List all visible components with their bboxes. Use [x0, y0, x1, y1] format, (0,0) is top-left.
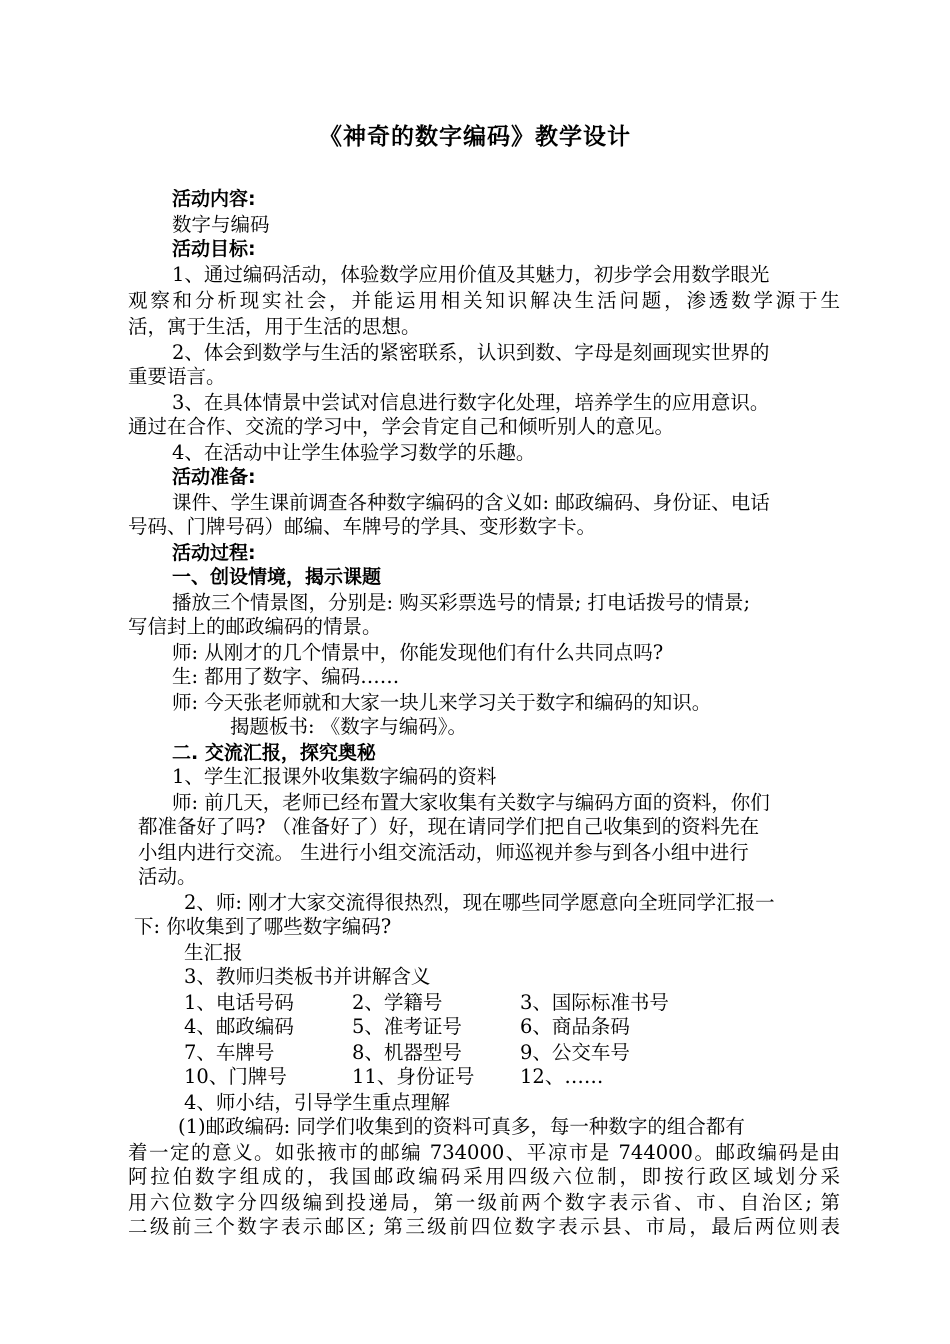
paragraph-line: 着一定的意义。如张掖市的邮编 734000、平凉市是 744000。邮政编码是由 — [128, 1141, 840, 1164]
code-item: 11、身份证号 — [352, 1065, 475, 1088]
paragraph-line: (1)邮政编码: 同学们收集到的资料可真多，每一种数字的组合都有 — [178, 1115, 745, 1138]
paragraph-line: 用六位数字分四级编到投递局，第一级前两个数字表示省、市、自治区; 第 — [128, 1191, 840, 1214]
code-item: 10、门牌号 — [184, 1065, 287, 1088]
dialogue-line: 师: 今天张老师就和大家一块儿来学习关于数字和编码的知识。 — [172, 691, 712, 714]
paragraph-line: 2、体会到数学与生活的紧密联系，认识到数、字母是刻画现实世界的 — [172, 341, 770, 364]
code-item: 8、机器型号 — [352, 1041, 462, 1064]
paragraph-line: 播放三个情景图，分别是: 购买彩票选号的情景; 打电话拨号的情景; — [172, 591, 751, 614]
paragraph-line: 二级前三个数字表示邮区; 第三级前四位数字表示县、市局，最后两位则表 — [128, 1215, 840, 1238]
subsection-heading-2: 二. 交流汇报，探究奥秘 — [172, 742, 376, 764]
paragraph-line: 3、教师归类板书并讲解含义 — [184, 965, 431, 988]
section-heading-process: 活动过程: — [172, 542, 256, 564]
code-item: 9、公交车号 — [520, 1041, 630, 1064]
paragraph-line: 3、在具体情景中尝试对信息进行数字化处理，培养学生的应用意识。 — [172, 391, 770, 414]
paragraph-line: 生汇报 — [184, 941, 243, 964]
code-list-row — [0, 1040, 950, 1066]
paragraph-line: 阿拉伯数字组成的，我国邮政编码采用四级六位制，即按行政区域划分采 — [128, 1165, 840, 1188]
paragraph-line: 揭题板书: 《数字与编码》。 — [230, 715, 468, 738]
dialogue-line: 生: 都用了数字、编码…… — [172, 665, 400, 688]
code-item: 4、邮政编码 — [184, 1015, 294, 1038]
document-title: 《神奇的数字编码》教学设计 — [319, 124, 631, 150]
paragraph-line: 都准备好了吗? （准备好了）好，现在请同学们把自己收集到的资料先在 — [138, 815, 760, 838]
code-item: 2、学籍号 — [352, 991, 443, 1014]
section-heading-content: 活动内容: — [172, 188, 256, 210]
code-item: 12、…… — [520, 1065, 604, 1088]
paragraph-line: 下: 你收集到了哪些数字编码? — [134, 915, 392, 938]
paragraph-line: 师: 前几天，老师已经布置大家收集有关数字与编码方面的资料，你们 — [172, 791, 770, 814]
code-item: 5、准考证号 — [352, 1015, 462, 1038]
code-item: 6、商品条码 — [520, 1015, 630, 1038]
code-list-row — [0, 1064, 950, 1090]
code-list-row — [0, 1014, 950, 1040]
paragraph-line: 课件、学生课前调查各种数字编码的含义如: 邮政编码、身份证、电话 — [172, 491, 770, 514]
paragraph-line: 通过在合作、交流的学习中，学会肯定自己和倾听别人的意见。 — [128, 415, 675, 438]
code-list-row — [0, 990, 950, 1016]
paragraph-line: 小组内进行交流。 生进行小组交流活动，师巡视并参与到各小组中进行 — [138, 841, 749, 864]
paragraph-line: 1、通过编码活动，体验数学应用价值及其魅力，初步学会用数学眼光 — [172, 263, 770, 286]
paragraph-line: 4、师小结，引导学生重点理解 — [184, 1091, 450, 1114]
code-item: 7、车牌号 — [184, 1041, 275, 1064]
paragraph-line: 写信封上的邮政编码的情景。 — [128, 615, 382, 638]
paragraph-line: 4、在活动中让学生体验学习数学的乐趣。 — [172, 441, 536, 464]
code-item: 3、国际标准书号 — [520, 991, 669, 1014]
paragraph-line: 2、师: 刚才大家交流得很热烈，现在哪些同学愿意向全班同学汇报一 — [184, 891, 775, 914]
paragraph-line: 活，寓于生活，用于生活的思想。 — [128, 315, 421, 338]
section-heading-preparation: 活动准备: — [172, 466, 256, 488]
paragraph-line: 1、学生汇报课外收集数字编码的资料 — [172, 765, 497, 788]
paragraph-line: 数字与编码 — [172, 213, 270, 236]
paragraph-line: 号码、门牌号码）邮编、车牌号的学具、变形数字卡。 — [128, 515, 597, 538]
dialogue-line: 师: 从刚才的几个情景中，你能发现他们有什么共同点吗? — [172, 641, 664, 664]
code-item: 1、电话号码 — [184, 991, 294, 1014]
subsection-heading-1: 一、创设情境，揭示课题 — [172, 566, 382, 588]
paragraph-line: 重要语言。 — [128, 365, 226, 388]
paragraph-line: 活动。 — [138, 865, 197, 888]
section-heading-goals: 活动目标: — [172, 238, 256, 260]
paragraph-line: 观察和分析现实社会，并能运用相关知识解决生活问题，渗透数学源于生 — [128, 289, 840, 312]
